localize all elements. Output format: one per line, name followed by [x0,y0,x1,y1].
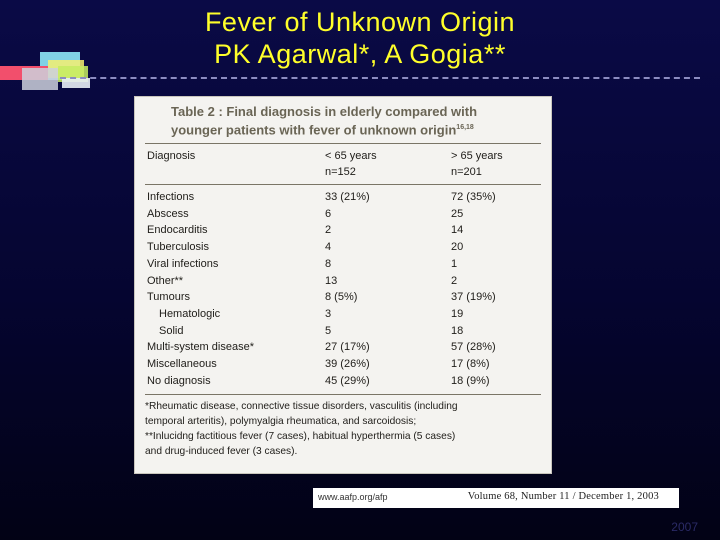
header-old-1: > 65 years [451,150,503,162]
header-diagnosis: Diagnosis [147,150,196,162]
header-old-2: n=201 [451,166,482,178]
footnote [145,399,541,459]
row-young-value: 2 [325,224,332,237]
table-title-line-1: Table 2 : Final diagnosis in elderly compared with [171,104,478,119]
row-young-value: 8 [325,257,332,270]
table-image [135,97,551,473]
row-label: Tumours [147,291,190,304]
row-old-value: 19 [451,307,464,320]
row-label: Miscellaneous [147,358,217,370]
table-title-line-2-text: younger patients with fever of unknown origin [171,122,457,138]
row-young-value: 8 (5%) [325,291,358,304]
row-young-value: 27 (17%) [325,341,370,354]
citation-bar [313,488,679,508]
title-line-2: PK Agarwal*, A Gogia** [214,39,506,69]
slide-title [120,6,600,70]
row-old-value: 20 [451,241,464,254]
rule-header [145,184,541,185]
footnote-line: **Inlucidng factitious fever (7 cases), habitual hyperthermia (5 cases) [145,431,456,442]
row-label: Tuberculosis [147,241,209,254]
row-young-value: 4 [325,241,332,254]
row-old-value: 37 (19%) [451,291,496,304]
row-old-value: 18 (9%) [451,374,490,387]
rule-bottom [145,394,541,395]
footnote-line: and drug-induced fever (3 cases). [145,446,298,457]
row-old-value: 1 [451,257,458,270]
row-young-value: 3 [325,307,332,320]
citation-volume: Volume 68, Number 11 / December 1, 2003 [467,491,659,502]
row-young-value: 13 [325,274,338,287]
row-young-value: 6 [325,207,332,220]
table-title [171,104,541,138]
row-old-value: 72 (35%) [451,191,496,203]
table-title-refs: 16,18 [456,124,474,131]
deco-square-white [62,78,90,88]
row-label: Endocarditis [147,224,208,237]
slide-year: 2007 [671,520,698,534]
row-old-value: 2 [451,274,458,287]
row-young-value: 33 (21%) [325,191,370,203]
row-label: Other** [147,274,184,287]
footnote-line: temporal arteritis), polymyalgia rheumatica, and sarcoidosis; [145,416,417,427]
deco-square-grey [22,68,58,90]
row-old-value: 25 [451,207,464,220]
title-divider [60,77,700,79]
row-label: Viral infections [147,257,219,270]
footnote-line: *Rheumatic disease, connective tissue disorders, vasculitis (including [145,401,458,412]
row-label: Solid [159,324,184,337]
row-young-value: 5 [325,324,332,337]
title-line-1: Fever of Unknown Origin [204,7,516,37]
row-label: Multi-system disease* [147,341,254,354]
row-young-value: 39 (26%) [325,358,370,370]
table-title-line-2 [171,120,541,138]
row-old-value: 14 [451,224,464,237]
row-young-value: 45 (29%) [325,374,370,387]
row-old-value: 17 (8%) [451,358,490,370]
row-old-value: 18 [451,324,464,337]
citation-url: www.aafp.org/afp [318,492,388,502]
row-label: Infections [147,191,195,203]
row-label: Hematologic [159,307,221,320]
row-old-value: 57 (28%) [451,341,496,354]
header-young-1: < 65 years [325,150,377,162]
row-label: Abscess [147,207,189,220]
row-label: No diagnosis [147,374,211,387]
rule-top [145,143,541,144]
header-young-2: n=152 [325,166,356,178]
